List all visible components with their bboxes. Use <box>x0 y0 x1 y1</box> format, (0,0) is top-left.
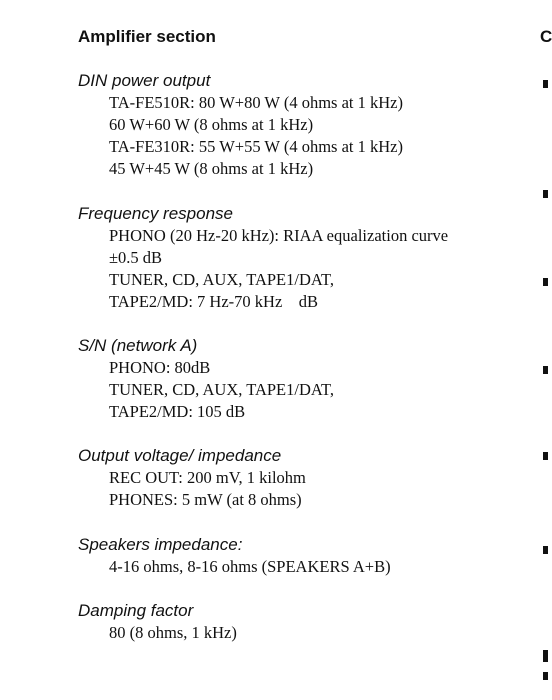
spec-signal-to-noise <box>78 335 518 423</box>
spec-line: TAPE2/MD: 7 Hz-70 kHz dB <box>109 292 319 311</box>
spec-line: PHONO: 80dB <box>109 358 211 377</box>
spec-line: TAPE2/MD: 105 dB <box>109 402 246 421</box>
adjacent-column-fragment <box>543 452 548 460</box>
spec-output-voltage-impedance <box>78 445 518 511</box>
adjacent-column-fragment <box>543 672 548 680</box>
adjacent-column-heading-fragment: C <box>540 27 552 46</box>
adjacent-column-fragment <box>543 366 548 374</box>
spec-line: TUNER, CD, AUX, TAPE1/DAT, <box>109 380 334 399</box>
spec-din-power-output <box>78 70 518 180</box>
spec-line: TA-FE310R: 55 W+55 W (4 ohms at 1 kHz) <box>109 137 403 156</box>
spec-speakers-impedance <box>78 534 518 578</box>
spec-heading: S/N (network A) <box>78 336 198 355</box>
spec-line: 45 W+45 W (8 ohms at 1 kHz) <box>109 159 314 178</box>
spec-heading: Frequency response <box>78 204 233 223</box>
spec-heading: Speakers impedance: <box>78 535 243 554</box>
spec-line: ±0.5 dB <box>109 248 163 267</box>
spec-heading: Damping factor <box>78 601 194 620</box>
spec-line: PHONO (20 Hz-20 kHz): RIAA equalization curve <box>109 226 449 245</box>
spec-line: TUNER, CD, AUX, TAPE1/DAT, <box>109 270 334 289</box>
spec-line: PHONES: 5 mW (at 8 ohms) <box>109 490 302 509</box>
spec-heading: Output voltage/ impedance <box>78 446 282 465</box>
adjacent-column-fragment <box>543 546 548 554</box>
adjacent-column-fragment <box>543 190 548 198</box>
spec-line: REC OUT: 200 mV, 1 kilohm <box>109 468 306 487</box>
spec-line: TA-FE510R: 80 W+80 W (4 ohms at 1 kHz) <box>109 93 403 112</box>
spec-line: 60 W+60 W (8 ohms at 1 kHz) <box>109 115 314 134</box>
spec-line: 80 (8 ohms, 1 kHz) <box>109 623 237 642</box>
spec-damping-factor <box>78 600 518 644</box>
spec-line: 4-16 ohms, 8-16 ohms (SPEAKERS A+B) <box>109 557 391 576</box>
adjacent-column-fragment <box>543 650 548 662</box>
adjacent-column-fragment <box>543 80 548 88</box>
spec-frequency-response <box>78 203 518 313</box>
section-title: Amplifier section <box>78 27 216 46</box>
adjacent-column-fragment <box>543 278 548 286</box>
spec-heading: DIN power output <box>78 71 211 90</box>
